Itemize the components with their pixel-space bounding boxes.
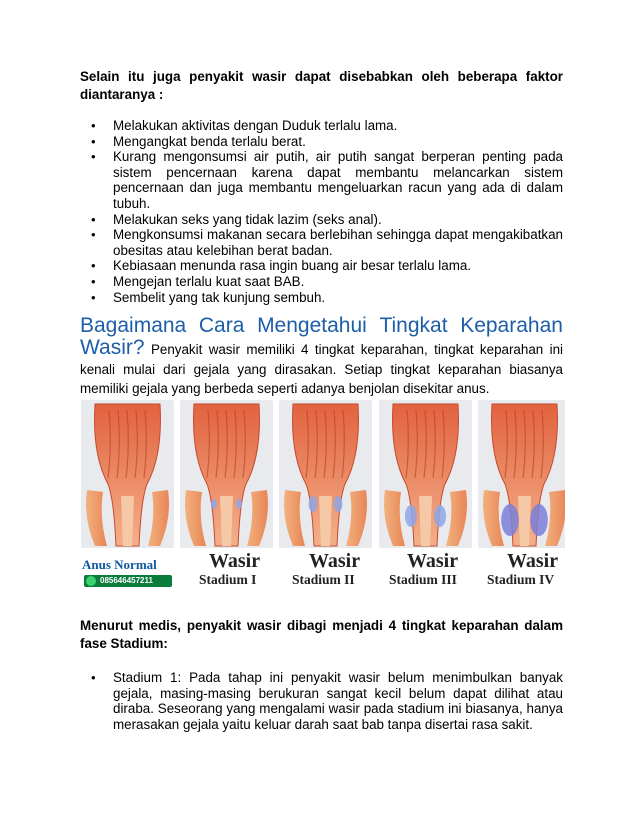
panel-label-wasir: Wasir — [209, 550, 261, 572]
list-item: • Mengangkat benda terlalu berat. — [113, 134, 563, 150]
stage-illustration — [79, 400, 565, 592]
stages-list — [80, 670, 563, 732]
list-item: • Mengejan terlalu kuat saat BAB. — [113, 274, 563, 290]
panel-label-wasir: Wasir — [309, 550, 361, 572]
list-item: • Melakukan seks yang tidak lazim (seks anal). — [113, 212, 563, 228]
severity-section — [80, 314, 563, 398]
illustration-panels — [79, 400, 565, 550]
medical-section — [80, 617, 563, 732]
illustration-panel — [379, 400, 472, 548]
list-item: • Stadium 1: Pada tahap ini penyakit wasir belum menimbulkan banyak gejala, masing-masing berukuran sangat kecil belum dapat dilihat atau diraba. Seseorang yang mengalami wasir pada stadium ini biasanya, hanya merasakan gejala yaitu keluar darah saat bab tanpa disertai rasa sakit. — [113, 670, 563, 732]
heading-word: Cara — [198, 314, 245, 338]
section-heading — [80, 314, 563, 338]
heading-last-word: Wasir? — [80, 336, 145, 360]
list-item: • Kebiasaan menunda rasa ingin buang air besar terlalu lama. — [113, 258, 563, 274]
phone-number: 085646457211 — [100, 576, 153, 585]
heading-word: Bagaimana — [80, 314, 187, 338]
panel-label-wasir: Wasir — [407, 550, 459, 572]
panel-label-stage: Stadium II — [292, 572, 355, 587]
panel-label-wasir: Wasir — [507, 550, 559, 572]
panel-label-stage: Stadium III — [389, 572, 457, 587]
document-page — [80, 0, 563, 398]
list-item: • Kurang mengonsumsi air putih, air putih sangat berperan penting pada sistem pencernaan karena dapat membantu melancarkan sistem pencernaan dan juga membantu mengeluarkan racun yang ada di dalam tubuh. — [113, 149, 563, 211]
medical-intro: Menurut medis, penyakit wasir dibagi menjadi 4 tingkat keparahan dalam fase Stadium: — [80, 618, 563, 651]
causes-list — [80, 118, 563, 305]
illustration-panel — [279, 400, 372, 548]
severity-paragraph: Penyakit wasir memiliki 4 tingkat keparahan, tingkat keparahan ini kenali mulai dari gejala yang dirasakan. Setiap tingkat keparahan biasanya memiliki gejala yang berbeda seperti adanya benjolan disekitar anus. — [80, 342, 563, 397]
phone-badge — [84, 575, 172, 587]
list-item: • Sembelit yang tak kunjung sembuh. — [113, 290, 563, 306]
list-item: • Mengkonsumsi makanan secara berlebihan sehingga dapat mengakibatkan obesitas atau kelebihan berat badan. — [113, 227, 563, 258]
list-item: • Melakukan aktivitas dengan Duduk terlalu lama. — [113, 118, 563, 134]
phone-icon — [86, 576, 96, 586]
illustration-panel — [478, 400, 565, 548]
panel-label-normal: Anus Normal — [82, 557, 157, 572]
illustration-panel — [81, 400, 174, 548]
heading-word: Tingkat — [379, 314, 448, 338]
heading-word: Keparahan — [460, 314, 563, 338]
panel-label-stage: Stadium I — [199, 572, 257, 587]
heading-word: Mengetahui — [257, 314, 367, 338]
intro-paragraph: Selain itu juga penyakit wasir dapat disebabkan oleh beberapa faktor diantaranya : — [80, 69, 563, 102]
illustration-panel — [180, 400, 273, 548]
panel-label-stage: Stadium IV — [487, 572, 555, 587]
